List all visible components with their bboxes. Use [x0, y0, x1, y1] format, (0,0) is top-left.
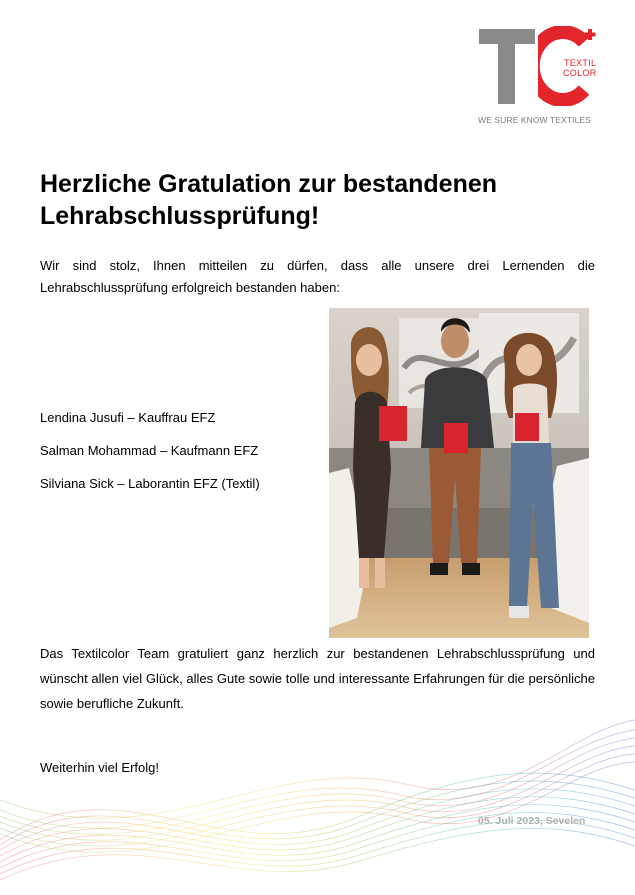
logo-tagline: WE SURE KNOW TEXTILES — [478, 115, 591, 125]
graduate-list — [40, 410, 320, 509]
dateline: 05. Juli 2023, Sevelen — [478, 815, 586, 827]
logo-word-color: COLOR — [563, 68, 597, 78]
graduates-photo — [329, 308, 589, 638]
intro-paragraph: Wir sind stolz, Ihnen mitteilen zu dürfen, dass alle unsere drei Lernenden die Lehrabschlussprüfung erfolgreich bestanden haben: — [40, 258, 595, 295]
logo-t-stem — [498, 29, 515, 104]
graduate-item: Salman Mohammad – Kaufmann EFZ — [40, 443, 259, 458]
closing-paragraph: Das Textilcolor Team gratuliert ganz herzlich zur bestandenen Lehrabschlussprüfung und wünscht allen viel Glück, alles Gute sowie tolle und interessante Erfahrungen für die persönliche sowie berufliche Zukunft. — [40, 646, 595, 711]
graduate-item: Lendina Jusufi – Kauffrau EFZ — [40, 410, 216, 425]
page-title — [40, 168, 600, 232]
graduate-item: Silviana Sick – Laborantin EFZ (Textil) — [40, 476, 260, 491]
rainbow-wave-decoration — [0, 700, 635, 895]
company-logo — [476, 26, 606, 130]
title-line-1: Herzliche Gratulation zur bestandenen — [40, 170, 498, 198]
title-line-2: Lehrabschlussprüfung! — [40, 202, 320, 230]
logo-word-textil: TEXTIL — [564, 58, 597, 68]
closing-wish: Weiterhin viel Erfolg! — [40, 760, 159, 775]
